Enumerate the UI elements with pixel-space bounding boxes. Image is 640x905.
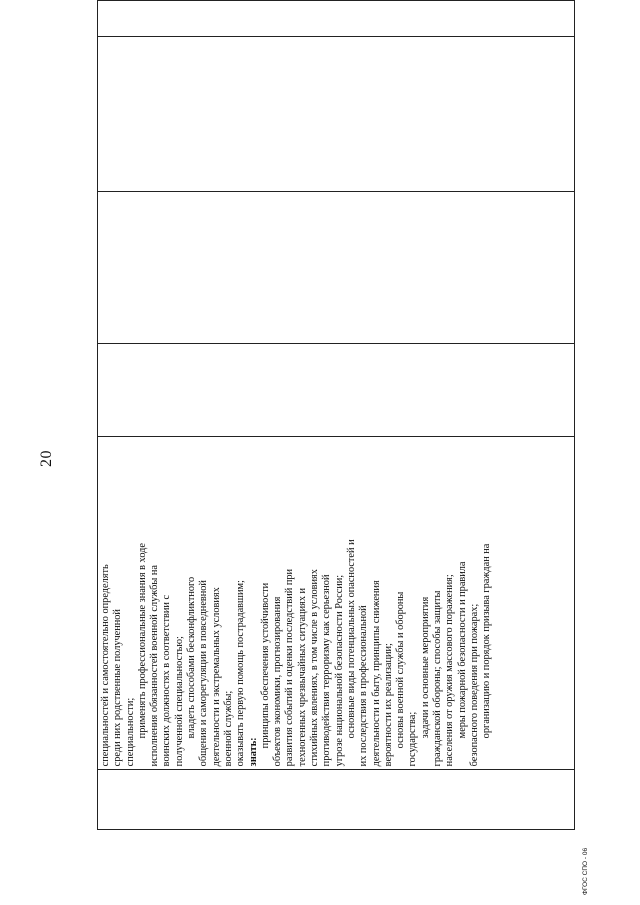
- text-line: развития событий и оценки последствий при: [284, 568, 296, 767]
- table-row: [98, 1, 575, 830]
- text-line: задачи и основные мероприятия: [419, 596, 431, 739]
- table-cell-empty: [98, 36, 575, 191]
- text-line: их последствия в профессиональной: [358, 605, 370, 767]
- table-cell-index: [98, 770, 575, 830]
- text-line: среди них родственные полученной: [112, 609, 124, 767]
- competence-text: [98, 437, 574, 769]
- table-cell-empty: [98, 192, 575, 344]
- table-cell-empty: [98, 344, 575, 437]
- text-line: вероятности их реализации;: [382, 643, 394, 767]
- text-line: деятельности и быту, принципы снижения: [370, 580, 382, 767]
- standard-table: [97, 0, 575, 830]
- text-line: исполнения обязанностей военной службы на: [149, 565, 161, 767]
- table-cell-empty: [98, 1, 575, 37]
- text-line: полученной специальностью;: [173, 636, 185, 767]
- text-line: оказывать первую помощь пострадавшим;: [235, 580, 247, 767]
- text-line: воинских должностях в соответствии с: [161, 594, 173, 767]
- text-line: применять профессиональные знания в ходе: [136, 543, 148, 739]
- text-line: организацию и порядок призыва граждан на: [481, 543, 493, 739]
- text-line: знать:: [247, 737, 259, 767]
- text-line: владеть способами бесконфликтного: [186, 576, 198, 739]
- text-line: принципы обеспечения устойчивости: [259, 582, 271, 749]
- footer-code: ФГОС СПО - 06: [582, 847, 589, 895]
- page-number: 20: [38, 450, 55, 467]
- text-line: противодействия терроризму как серьезной: [321, 574, 333, 767]
- text-line: специальностей и самостоятельно определять: [100, 564, 111, 767]
- text-line: военной службы;: [222, 690, 234, 767]
- text-line: основные виды потенциальных опасностей и: [345, 539, 357, 739]
- text-line: безопасного поведения при пожарах;: [468, 603, 480, 767]
- text-line: меры пожарной безопасности и правила: [456, 561, 468, 739]
- table-cell-competences: [98, 436, 575, 769]
- text-line: населения от оружия массового поражения;: [444, 574, 456, 767]
- text-line: угрозе национальной безопасности России;: [333, 574, 345, 767]
- text-line: объектов экономики, прогнозирования: [272, 596, 284, 767]
- text-line: гражданской обороны; способы защиты: [432, 590, 444, 767]
- text-line: общения и саморегуляции в повседневной: [198, 580, 210, 767]
- text-line: основы военной службы и обороны: [395, 591, 407, 749]
- text-line: специальности;: [124, 697, 136, 767]
- text-line: стихийных явлениях, в том числе в условиях: [309, 569, 321, 767]
- text-line: государства;: [407, 711, 419, 767]
- text-line: деятельности и экстремальных условиях: [210, 587, 222, 767]
- text-line: техногенных чрезвычайных ситуациях и: [296, 587, 308, 767]
